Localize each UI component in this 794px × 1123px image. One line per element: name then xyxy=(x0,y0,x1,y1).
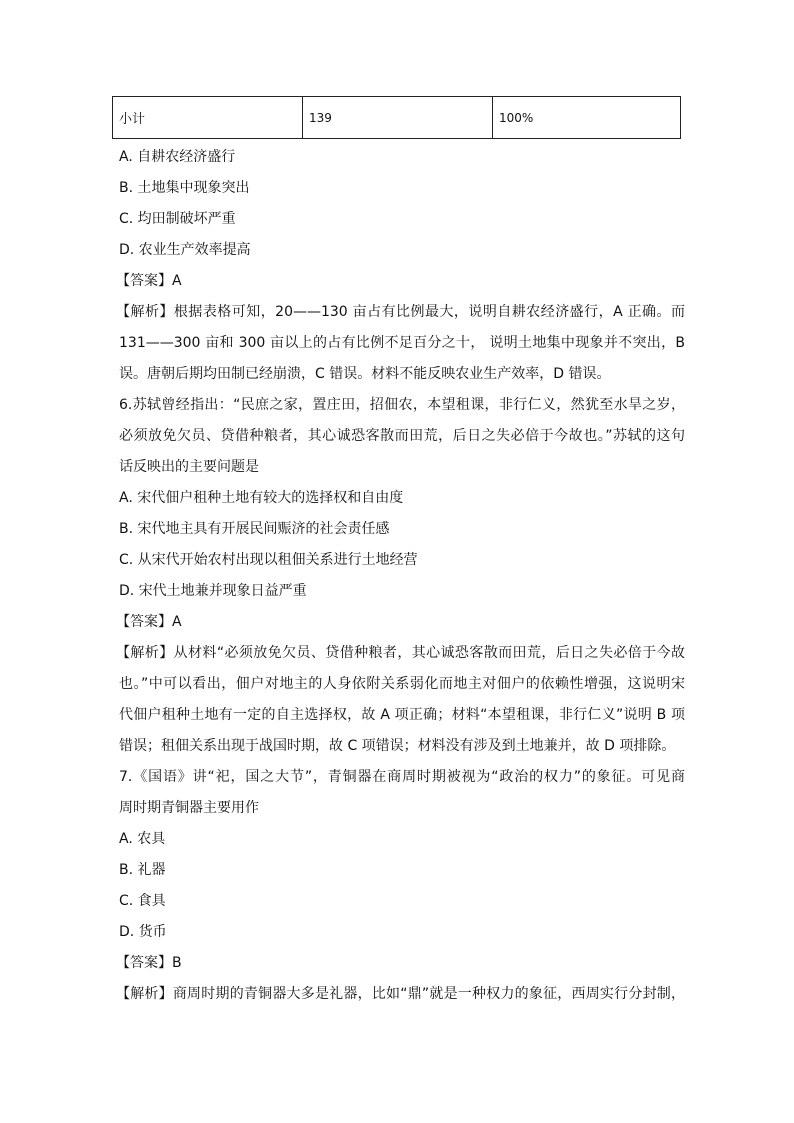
q7-stem-line: 7.《国语》讲“祀，国之大节”，青铜器在商周时期被视为“政治的权力”的象征。可见商 xyxy=(119,769,685,785)
q6-analysis-line: 也。”中可以看出，佃户对地主的人身依附关系弱化而地主对佃户的依赖性增强，这说明宋 xyxy=(119,676,685,692)
table-row xyxy=(113,97,681,139)
q7-option-c: C. 食具 xyxy=(119,893,166,909)
q7-answer: 【答案】B xyxy=(116,955,182,971)
q5-option-c: C. 均田制破坏严重 xyxy=(119,211,236,227)
q6-answer: 【答案】A xyxy=(116,614,182,630)
land-ownership-table xyxy=(112,96,681,139)
q5-option-a: A. 自耕农经济盛行 xyxy=(119,149,236,165)
q6-stem-line: 必须放免欠员、贷借种粮者，其心诚恐客散而田荒，后日之失必倍于今故也。”苏轼的这句 xyxy=(119,428,685,444)
q5-answer: 【答案】A xyxy=(116,273,182,289)
q7-option-b: B. 礼器 xyxy=(119,862,166,878)
table-cell-label: 小计 xyxy=(113,97,303,139)
q5-analysis-line: 【解析】根据表格可知，20——130 亩占有比例最大，说明自耕农经济盛行，A 正确。而 xyxy=(116,304,685,320)
q6-analysis-line: 【解析】从材料“必须放免欠员、贷借种粮者，其心诚恐客散而田荒，后日之失必倍于今故 xyxy=(116,645,685,661)
q6-option-c: C. 从宋代开始农村出现以租佃关系进行土地经营 xyxy=(119,552,418,568)
q5-option-b: B. 土地集中现象突出 xyxy=(119,180,250,196)
q6-option-d: D. 宋代土地兼并现象日益严重 xyxy=(119,583,307,599)
q7-option-a: A. 农具 xyxy=(119,831,166,847)
q6-stem-line: 6.苏轼曾经指出：“民庶之家，置庄田，招佃农，本望租课，非行仁义，然犹至水旱之岁， xyxy=(119,397,685,413)
table-cell-percent: 100% xyxy=(493,97,681,139)
q5-option-d: D. 农业生产效率提高 xyxy=(119,242,251,258)
q6-analysis-line: 代佃户租种土地有一定的自主选择权，故 A 项正确；材料“本望租课，非行仁义”说明 B 项 xyxy=(119,707,685,723)
q7-stem-line: 周时期青铜器主要用作 xyxy=(119,800,259,816)
q5-analysis-line: 131——300 亩和 300 亩以上的占有比例不足百分之十， 说明土地集中现象并不突出，B xyxy=(119,335,685,351)
q5-analysis-line: 误。唐朝后期均田制已经崩溃，C 错误。材料不能反映农业生产效率，D 错误。 xyxy=(119,366,611,382)
q6-stem-line: 话反映出的主要问题是 xyxy=(119,459,259,475)
table-cell-count: 139 xyxy=(303,97,493,139)
q6-analysis-line: 错误；租佃关系出现于战国时期，故 C 项错误；材料没有涉及到土地兼并，故 D 项排除。 xyxy=(119,738,676,754)
q6-option-a: A. 宋代佃户租种土地有较大的选择权和自由度 xyxy=(119,490,404,506)
q6-option-b: B. 宋代地主具有开展民间赈济的社会责任感 xyxy=(119,521,390,537)
document-body xyxy=(116,142,685,1010)
q7-option-d: D. 货币 xyxy=(119,924,167,940)
q7-analysis-line: 【解析】商周时期的青铜器大多是礼器，比如“鼎”就是一种权力的象征，西周实行分封制， xyxy=(116,986,685,1002)
